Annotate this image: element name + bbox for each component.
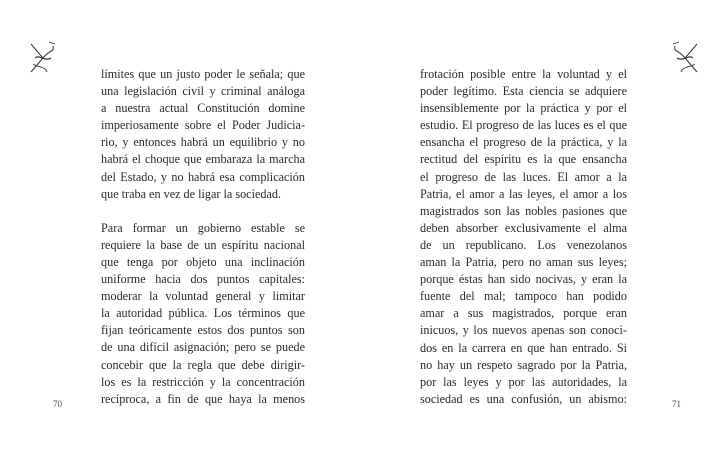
- text-line: no hay un respeto sagrado por la Patria,: [420, 357, 627, 372]
- flourish-ornament-icon: [667, 38, 703, 78]
- text-line: Patria, el amor a las leyes, el amor a los: [420, 186, 627, 201]
- text-line: moderar la voluntad general y limitar: [101, 289, 305, 304]
- text-line: estudio. El progreso de las luces es el que: [420, 118, 627, 133]
- text-line: del Estado, y no habrá esa complicación: [101, 169, 305, 184]
- text-line: los es la restricción y la concentración: [101, 374, 305, 389]
- text-line: imperiosamente sobre el Poder Judicia-: [101, 118, 305, 133]
- text-line: límites que un justo poder le señala; que: [101, 67, 305, 81]
- text-line: poder legítimo. Esta ciencia se adquiere: [420, 84, 627, 99]
- text-line: requiere la base de un espíritu nacional: [101, 237, 305, 252]
- text-line: por las leyes y por las autoridades, la: [420, 374, 627, 389]
- text-line: concebir que la regla que debe dirigir-: [101, 357, 305, 372]
- text-line: dos en la carrera en que han entrado. Si: [420, 340, 627, 355]
- text-line: una legislación civil y criminal análoga: [101, 84, 305, 99]
- right-page-number: 71: [672, 399, 681, 409]
- flourish-ornament-icon: [25, 38, 61, 78]
- text-line: rectitud del espíritu es la que ensancha: [420, 152, 627, 167]
- text-line: recíproca, a fin de que haya la menos: [101, 391, 305, 406]
- text-line: amar a sus magistrados, porque eran: [420, 306, 627, 321]
- text-line: ensancha el progreso de la práctica, y la: [420, 135, 627, 150]
- text-line: habrá el choque que embaraza la marcha: [101, 152, 305, 167]
- text-line: que tenga por objeto una inclinación: [101, 254, 305, 269]
- text-line: inicuos, y los nuevos apenas son conoci-: [420, 323, 627, 338]
- paragraph-gap: [101, 203, 305, 220]
- text-line: a nuestra actual Constitución domine: [101, 101, 305, 116]
- text-line: insensiblemente por la práctica y por el: [420, 101, 627, 116]
- text-line: magistrados son las nobles pasiones que: [420, 203, 627, 218]
- text-line: de una difícil asignación; pero se puede: [101, 340, 305, 355]
- text-line: sociedad es una confusión, un abismo:: [420, 391, 627, 406]
- right-page-text: [420, 66, 627, 408]
- text-line: fijan teóricamente estos dos puntos son: [101, 323, 305, 338]
- text-line: el progreso de las luces. El amor a la: [420, 169, 627, 184]
- text-line: porque éstas han sido nocivas, y eran la: [420, 272, 627, 287]
- text-line: uniforme hacia dos puntos capitales:: [101, 272, 305, 287]
- text-line: rio, y entonces habrá un equilibrio y no: [101, 135, 305, 150]
- text-line: la autoridad pública. Los términos que: [101, 306, 305, 321]
- text-line: aman la Patria, pero no aman sus leyes;: [420, 255, 627, 270]
- text-line: frotación posible entre la voluntad y el: [420, 67, 627, 81]
- text-line: de un republicano. Los venezolanos: [420, 237, 627, 252]
- left-page-number: 70: [53, 399, 62, 409]
- text-line: deben absorber exclusivamente el alma: [420, 220, 627, 235]
- text-line: fuente del mal; tampoco han podido: [420, 289, 627, 304]
- left-page-text: [101, 66, 305, 408]
- text-line: que traba en vez de ligar la sociedad.: [101, 186, 282, 201]
- text-line: Para formar un gobierno estable se: [101, 220, 305, 235]
